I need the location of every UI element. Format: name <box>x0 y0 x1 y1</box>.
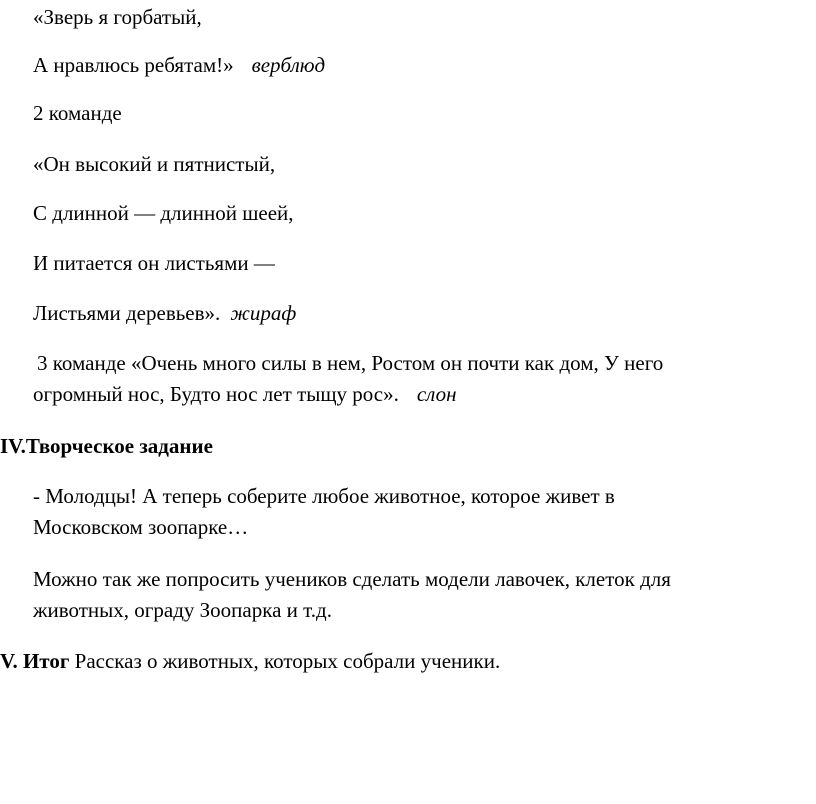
riddle1-line1 <box>33 2 202 33</box>
riddle1-line2-text: А нравлюсь ребятам!» <box>33 53 234 77</box>
team3-answer: слон <box>416 382 457 406</box>
section4-paragraph2 <box>33 564 793 626</box>
team2-line2 <box>33 198 294 229</box>
section4-numeral: IV. <box>0 434 26 458</box>
section5-numeral: V. <box>0 649 18 673</box>
riddle1-answer: верблюд <box>251 53 326 77</box>
section4-heading <box>0 431 213 462</box>
team2-label-text: 2 команде <box>33 101 122 125</box>
team3-line1: 3 команде «Очень много силы в нем, Ростом он почти как дом, У него <box>37 351 664 375</box>
section4-title: Творческое задание <box>25 434 213 458</box>
team2-answer: жираф <box>230 301 297 325</box>
team3-riddle <box>33 348 797 410</box>
section4-para2-line2: животных, ограду Зоопарка и т.д. <box>33 598 332 622</box>
section5-title: Итог <box>22 649 70 673</box>
team2-line3 <box>33 248 275 279</box>
team2-line1 <box>33 149 275 180</box>
team2-line4 <box>33 298 296 329</box>
section5-line <box>0 646 500 677</box>
team3-line2 <box>33 379 797 410</box>
team3-line2-text: огромный нос, Будто нос лет тыщу рос». <box>33 382 399 406</box>
riddle1-line2 <box>33 50 325 81</box>
team2-line2-text: С длинной — длинной шеей, <box>33 201 294 225</box>
team2-line1-text: «Он высокий и пятнистый, <box>33 152 276 176</box>
team2-line3-text: И питается он листьями — <box>33 251 275 275</box>
riddle1-line1-text: «Зверь я горбатый, <box>33 5 202 29</box>
section4-para1-line2: Московском зоопарке… <box>33 515 249 539</box>
section5-text: Рассказ о животных, которых собрали ученики. <box>74 649 501 673</box>
section4-paragraph1 <box>33 481 793 543</box>
team2-label <box>33 98 122 129</box>
section4-para2-line1: Можно так же попросить учеников сделать модели лавочек, клеток для <box>33 567 671 591</box>
team2-line4-text: Листьями деревьев». <box>33 301 221 325</box>
section4-para1-line1: - Молодцы! А теперь соберите любое животное, которое живет в <box>33 484 615 508</box>
